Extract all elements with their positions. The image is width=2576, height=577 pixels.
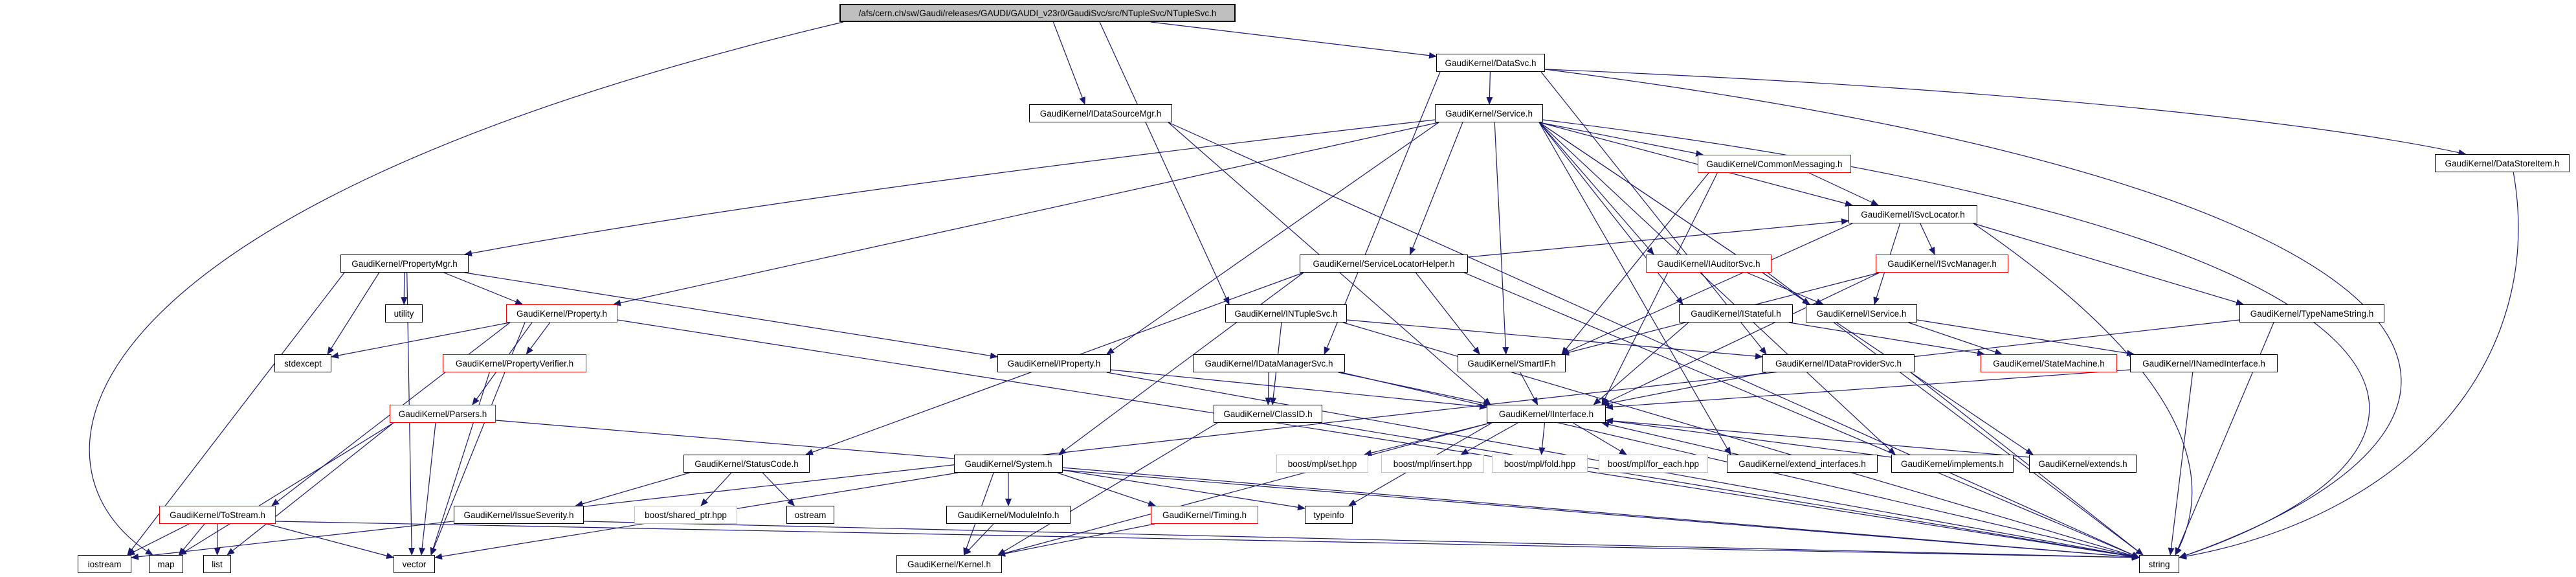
node-service[interactable]: GaudiKernel/Service.h — [1435, 104, 1543, 122]
edge-propertymgr-property — [444, 273, 523, 304]
node-mplinsert[interactable]: boost/mpl/insert.hpp — [1381, 455, 1484, 473]
edge-property-propertyverifier — [526, 322, 550, 354]
node-isvcmanager[interactable]: GaudiKernel/ISvcManager.h — [1876, 255, 2008, 273]
node-datasvc[interactable]: GaudiKernel/DataSvc.h — [1436, 54, 1545, 72]
edge-root-map — [89, 22, 843, 555]
node-moduleinfo[interactable]: GaudiKernel/ModuleInfo.h — [946, 506, 1071, 524]
edge-datasvc-datastoreitem — [1545, 69, 2466, 154]
node-system[interactable]: GaudiKernel/System.h — [954, 455, 1063, 473]
edge-property-stdexcept — [331, 322, 510, 357]
edge-timing-kernel — [998, 524, 1155, 555]
node-extends[interactable]: GaudiKernel/extends.h — [2029, 455, 2137, 473]
edge-iinterface-mplforeach — [1573, 423, 1627, 455]
node-sharedptr[interactable]: boost/shared_ptr.hpp — [634, 506, 737, 524]
node-iservice[interactable]: GaudiKernel/IService.h — [1806, 304, 1917, 322]
edge-root-intuplesvc — [1100, 22, 1229, 304]
node-iinterface[interactable]: GaudiKernel/IInterface.h — [1487, 405, 1606, 423]
node-list[interactable]: list — [203, 555, 231, 573]
node-servicelocatorhelper[interactable]: GaudiKernel/ServiceLocatorHelper.h — [1300, 255, 1468, 273]
node-mplset[interactable]: boost/mpl/set.hpp — [1276, 455, 1368, 473]
edge-service-istateful — [1539, 122, 1683, 304]
edge-tostream-iostream — [128, 524, 189, 555]
node-utility[interactable]: utility — [385, 304, 423, 322]
edge-implements-iinterface — [1606, 420, 1891, 457]
edge-isvclocator-isvcmanager — [1920, 223, 1935, 255]
node-kernel[interactable]: GaudiKernel/Kernel.h — [896, 555, 1002, 573]
node-propertymgr[interactable]: GaudiKernel/PropertyMgr.h — [340, 255, 469, 273]
node-isvclocator[interactable]: GaudiKernel/ISvcLocator.h — [1849, 205, 1977, 223]
node-typenamestring[interactable]: GaudiKernel/TypeNameString.h — [2239, 304, 2384, 322]
edge-isvcmanager-iinterface — [1602, 273, 1880, 405]
edge-iservice-inamedinterface — [1917, 320, 2134, 354]
edge-iproperty-iinterface — [1111, 370, 1487, 407]
edge-statuscode-sharedptr — [701, 473, 731, 506]
edge-tostream-string — [276, 521, 2139, 558]
edge-issueseverity-string — [584, 521, 2139, 558]
edge-tostream-vector — [267, 524, 394, 558]
edge-propertyverifier-vector — [431, 372, 489, 555]
node-root: /afs/cern.ch/sw/Gaudi/releases/GAUDI/GAUDI_v23r0/GaudiSvc/src/NTupleSvc/NTupleSvc.h — [839, 4, 1236, 22]
edge-root-datasvc — [1151, 22, 1436, 56]
node-tostream[interactable]: GaudiKernel/ToStream.h — [159, 506, 276, 524]
node-vector[interactable]: vector — [394, 555, 435, 573]
edge-idataprovidersvc-iinterface — [1602, 372, 1766, 405]
node-statuscode[interactable]: GaudiKernel/StatusCode.h — [683, 455, 810, 473]
edge-idatasourcemgr-string — [1168, 122, 2139, 558]
node-idatasourcemgr[interactable]: GaudiKernel/IDataSourceMgr.h — [1029, 104, 1172, 122]
node-issueseverity[interactable]: GaudiKernel/IssueSeverity.h — [454, 506, 584, 524]
edge-system-timing — [1058, 473, 1156, 506]
node-intuplesvc[interactable]: GaudiKernel/INTupleSvc.h — [1225, 304, 1347, 322]
edge-idatamanagersvc-classid — [1268, 372, 1269, 405]
node-mplfold[interactable]: boost/mpl/fold.hpp — [1492, 455, 1588, 473]
edge-propertymgr-utility — [404, 273, 405, 304]
edge-root-idatasourcemgr — [1053, 22, 1085, 104]
edge-servicelocatorhelper-smartif — [1416, 273, 1480, 354]
node-stdexcept[interactable]: stdexcept — [274, 354, 331, 372]
node-idatamanagersvc[interactable]: GaudiKernel/IDataManagerSvc.h — [1193, 354, 1345, 372]
edge-service-property — [614, 122, 1439, 304]
node-property[interactable]: GaudiKernel/Property.h — [506, 304, 617, 322]
edge-isvclocator-typenamestring — [1973, 223, 2243, 304]
edge-extendinterfaces-iinterface — [1602, 423, 1738, 455]
edge-servicelocatorhelper-isvclocator — [1468, 221, 1849, 257]
node-iauditorsvc[interactable]: GaudiKernel/IAuditorSvc.h — [1646, 255, 1771, 273]
node-timing[interactable]: GaudiKernel/Timing.h — [1151, 506, 1258, 524]
edge-parsers-map — [179, 423, 394, 555]
node-iostream[interactable]: iostream — [78, 555, 131, 573]
edge-commonmessaging-isvclocator — [1809, 173, 1878, 205]
node-extendinterfaces[interactable]: GaudiKernel/extend_interfaces.h — [1727, 455, 1878, 473]
edge-iinterface-mplinsert — [1461, 423, 1518, 455]
edge-istateful-iinterface — [1593, 322, 1689, 405]
edge-moduleinfo-kernel — [964, 524, 994, 555]
node-smartif[interactable]: GaudiKernel/SmartIF.h — [1458, 354, 1566, 372]
edge-service-iauditorsvc — [1539, 122, 1654, 255]
edge-iinterface-kernel — [998, 423, 1491, 555]
edge-datasvc-service — [1489, 72, 1490, 104]
edge-intuplesvc-idataprovidersvc — [1347, 320, 1762, 357]
node-inamedinterface[interactable]: GaudiKernel/INamedInterface.h — [2130, 354, 2278, 372]
graph-edge-group — [89, 22, 2518, 558]
edge-service-servicelocatorhelper — [1410, 122, 1463, 255]
node-commonmessaging[interactable]: GaudiKernel/CommonMessaging.h — [1698, 155, 1851, 173]
node-parsers[interactable]: GaudiKernel/Parsers.h — [390, 405, 496, 423]
node-propertyverifier[interactable]: GaudiKernel/PropertyVerifier.h — [443, 354, 586, 372]
node-classid[interactable]: GaudiKernel/ClassID.h — [1214, 405, 1322, 423]
edge-tostream-map — [179, 524, 205, 555]
edge-commonmessaging-iinterface — [1602, 173, 1717, 405]
node-implements[interactable]: GaudiKernel/implements.h — [1891, 455, 2014, 473]
edge-isvclocator-smartif — [1562, 223, 1852, 354]
edge-parsers-vector — [421, 423, 436, 555]
edge-service-propertymgr — [465, 120, 1435, 255]
node-mplforeach[interactable]: boost/mpl/for_each.hpp — [1599, 455, 1708, 473]
node-map[interactable]: map — [149, 555, 183, 573]
edge-statuscode-ostream — [762, 473, 794, 506]
node-statemachine[interactable]: GaudiKernel/StateMachine.h — [1981, 354, 2117, 372]
edge-iinterface-mplfold — [1542, 423, 1545, 455]
node-datastoreitem[interactable]: GaudiKernel/DataStoreItem.h — [2435, 154, 2570, 172]
edge-service-smartif — [1494, 122, 1506, 354]
edge-iauditorsvc-iservice — [1747, 273, 1823, 304]
edge-isvclocator-string — [1973, 223, 2192, 555]
node-istateful[interactable]: GaudiKernel/IStateful.h — [1679, 304, 1793, 322]
node-string[interactable]: string — [2139, 555, 2179, 573]
node-typeinfo[interactable]: typeinfo — [1305, 506, 1353, 524]
node-ostream[interactable]: ostream — [786, 506, 834, 524]
node-iproperty[interactable]: GaudiKernel/IProperty.h — [997, 354, 1111, 372]
edge-system-typeinfo — [1063, 470, 1305, 508]
node-idataprovidersvc[interactable]: GaudiKernel/IDataProviderSvc.h — [1762, 354, 1915, 372]
